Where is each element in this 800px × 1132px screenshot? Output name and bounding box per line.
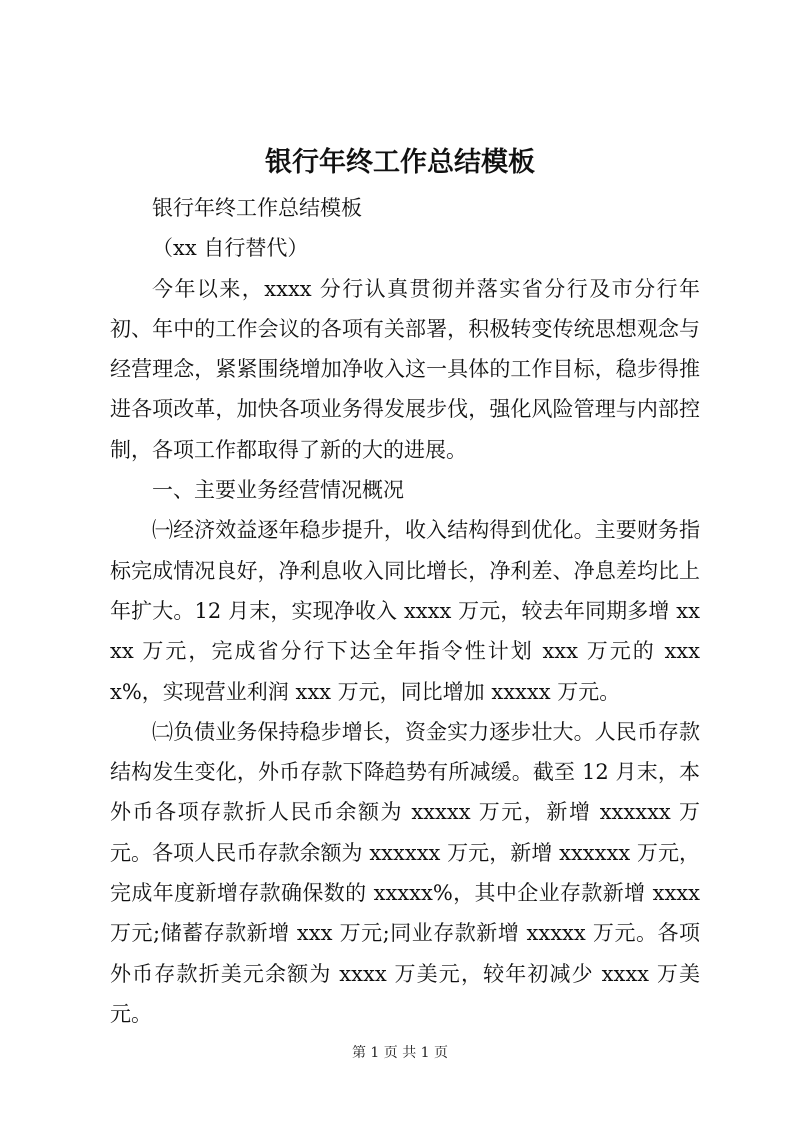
- deposit-paragraph: ㈡负债业务保持稳步增长，资金实力逐步壮大。人民币存款结构发生变化，外币存款下降趋势有所减缓。截至 12 月末，本外币各项存款折人民币余额为 xxxxx 万元，新增 xxxxxx 万元。各项人民币存款余额为 xxxxxx 万元，新增 xxxxxx 万元，完成年度新增存款确保数的 xxxxx%，其中企业存款新增 xxxx 万元;储蓄存款新增 xxx 万元;同业存款新增 xxxxx 万元。各项外币存款折美元余额为 xxxx 万美元，较年初减少 xxxx 万美元。: [110, 719, 700, 1026]
- income-paragraph: ㈠经济效益逐年稳步提升，收入结构得到优化。主要财务指标完成情况良好，净利息收入同比增长，净利差、净息差均比上年扩大。12 月末，实现净收入 xxxx 万元，较去年同期多增 xxxx 万元，完成省分行下达全年指令性计划 xxx 万元的 xxxx%，实现营业利润 xxx 万元，同比增加 xxxxx 万元。: [110, 518, 700, 704]
- intro-paragraph: 今年以来，xxxx 分行认真贯彻并落实省分行及市分行年初、年中的工作会议的各项有关部署，积极转变传统思想观念与经营理念，紧紧围绕增加净收入这一具体的工作目标，稳步得推进各项改革，加快各项业务得发展步伐，强化风险管理与内部控制，各项工作都取得了新的大的进展。: [110, 276, 700, 462]
- document-body: [110, 188, 700, 1034]
- note-paragraph: （xx 自行替代）: [152, 236, 309, 261]
- subtitle-paragraph: 银行年终工作总结模板: [152, 196, 362, 220]
- page-title: 银行年终工作总结模板: [265, 147, 535, 178]
- page-footer: 第 1 页 共 1 页: [351, 1045, 449, 1061]
- section-heading: 一、主要业务经营情况概况: [152, 478, 404, 503]
